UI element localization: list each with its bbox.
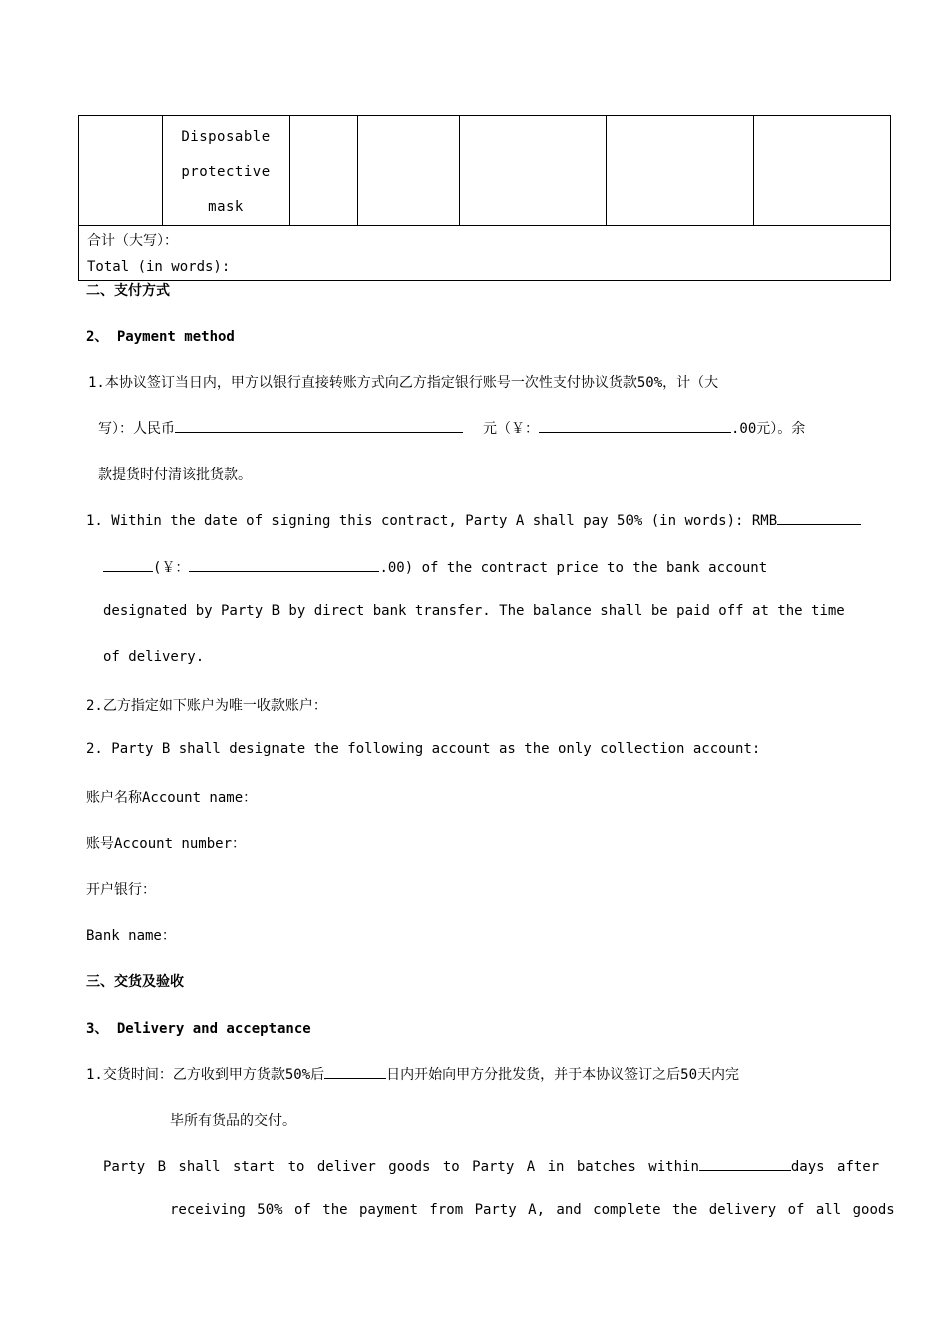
table-cell-empty <box>607 116 754 226</box>
account-clause-en: 2. Party B shall designate the following account as the only collection account: <box>86 741 761 757</box>
goods-table <box>78 115 891 281</box>
bank-label-cn: 开户银行： <box>86 882 156 898</box>
amount-figure-blank-en <box>189 557 379 572</box>
delivery-days-blank-cn <box>324 1064 386 1079</box>
bank-label-en: Bank name： <box>86 928 176 944</box>
delivery-days-blank-en <box>699 1156 791 1171</box>
payment-clause-cn-line2 <box>98 418 805 438</box>
delivery-cn-text-a: 1.交货时间：乙方收到甲方货款50%后 <box>86 1067 325 1083</box>
table-row-total <box>79 226 891 281</box>
section2-heading-cn: 二、支付方式 <box>86 283 170 299</box>
payment-clause-en-line4: of delivery. <box>103 649 205 665</box>
amount-figure-blank <box>539 418 731 433</box>
product-name-cell <box>163 116 290 226</box>
total-label-cn: 合计（大写）： <box>87 233 178 249</box>
rmb-label: 写）：人民币 <box>98 421 175 437</box>
payment-clause-en-line1 <box>86 510 861 529</box>
delivery-en-text-a: Party B shall start to deliver goods to Party A in batches within <box>103 1159 699 1175</box>
amount-words-blank <box>175 418 463 433</box>
product-name-line: Disposable <box>181 129 271 145</box>
product-name-line: mask <box>208 199 244 215</box>
payment-clause-en-line3: designated by Party B by direct bank transfer. The balance shall be paid off at the time <box>103 603 845 619</box>
product-name-line: protective <box>181 164 271 180</box>
delivery-clause-en-line2: receiving 50% of the payment from Party A, and complete the delivery of all goods <box>170 1202 895 1218</box>
delivery-clause-cn-line1 <box>86 1064 739 1084</box>
payment-clause-cn-line1: 1.本协议签订当日内，甲方以银行直接转账方式向乙方指定银行账号一次性支付协议货款50%，计（大 <box>88 375 719 391</box>
table-cell-empty <box>79 116 163 226</box>
section3-heading-cn: 三、交货及验收 <box>86 974 184 990</box>
payment-clause-en-line2 <box>103 557 767 577</box>
payment-clause-cn-line3: 款提货时付清该批货款。 <box>98 467 252 483</box>
payment-en-text: 1. Within the date of signing this contract, Party A shall pay 50% (in words): RMB <box>86 513 778 529</box>
table-cell-empty <box>754 116 891 226</box>
delivery-clause-cn-line2: 毕所有货品的交付。 <box>170 1113 296 1129</box>
amount-words-blank-en-cont <box>103 557 153 572</box>
total-label-en: Total (in words): <box>87 259 231 275</box>
payment-en-text2: .00) of the contract price to the bank account <box>379 560 768 576</box>
yuan-label: 元（￥： <box>483 421 539 437</box>
account-name-label: 账户名称Account name： <box>86 790 258 806</box>
total-cell <box>79 226 891 281</box>
yuan-suffix: .00元）。余 <box>731 421 806 437</box>
amount-words-blank-en <box>777 510 861 525</box>
table-cell-empty <box>358 116 460 226</box>
section3-heading-en: 3、 Delivery and acceptance <box>86 1021 311 1037</box>
delivery-en-text-b: days after <box>790 1159 880 1175</box>
table-cell-empty <box>460 116 607 226</box>
account-number-label: 账号Account number： <box>86 836 247 852</box>
delivery-cn-text-b: 日内开始向甲方分批发货，并于本协议签订之后50天内完 <box>386 1067 740 1083</box>
section2-heading-en: 2、 Payment method <box>86 329 235 345</box>
table-cell-empty <box>290 116 358 226</box>
delivery-clause-en-line1 <box>103 1156 879 1175</box>
table-row <box>79 116 891 226</box>
yen-label-en: (￥： <box>153 560 190 576</box>
account-clause-cn: 2.乙方指定如下账户为唯一收款账户： <box>86 698 327 714</box>
